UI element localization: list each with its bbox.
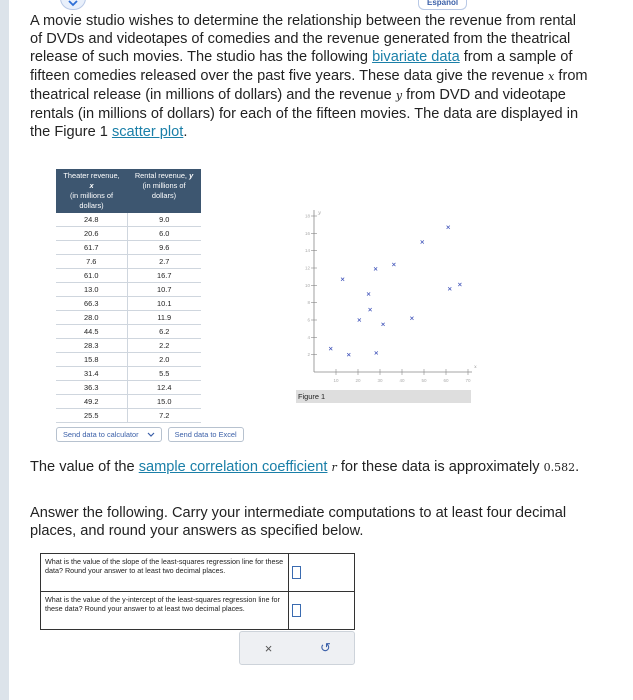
- rental-revenue-cell: 7.2: [127, 409, 201, 423]
- x-tick-label: 60: [443, 378, 449, 383]
- answer-instructions: Answer the following. Carry your intermediate computations to at least four decimal places, and round your answers as specified below.: [30, 505, 567, 540]
- intercept-answer-input[interactable]: [292, 604, 301, 617]
- data-point: [392, 263, 395, 266]
- intercept-question-row: [41, 591, 354, 629]
- table-row: [56, 367, 201, 381]
- rental-revenue-cell: 5.5: [127, 367, 201, 381]
- theater-revenue-header: Theater revenue, x (in millions of dollars): [56, 169, 127, 213]
- reset-button[interactable]: ↺: [320, 640, 331, 655]
- left-edge-bar: [0, 0, 9, 700]
- bivariate-data-link[interactable]: bivariate data: [372, 49, 460, 66]
- problem-statement: A movie studio wishes to determine the relationship between the revenue from rental of DVDs and videotapes of comedies and the revenue generated from the theatrical release of such movies. The studio has the following bivariate data from a sample of fifteen comedies released over the past five years. These data give the revenue x from theatrical release (in millions of dollars) and the revenue y from DVD and videotape rentals (in millions of dollars) for each of the fifteen movies. The data are displayed in the Figure 1 scatter plot.: [30, 13, 588, 141]
- data-point: [329, 347, 332, 350]
- data-point: [421, 240, 424, 243]
- theater-revenue-cell: 20.6: [56, 227, 127, 241]
- data-point: [369, 308, 372, 311]
- table-row: [56, 311, 201, 325]
- chevron-down-icon: [147, 432, 155, 437]
- table-row: [56, 409, 201, 423]
- scatter-plot-link[interactable]: scatter plot: [111, 124, 184, 141]
- table-row: [56, 297, 201, 311]
- rental-revenue-cell: 10.1: [127, 297, 201, 311]
- send-to-calculator-button[interactable]: Send data to calculator: [56, 427, 162, 442]
- theater-revenue-cell: 13.0: [56, 283, 127, 297]
- y-tick-label: 6: [307, 317, 310, 323]
- data-point: [458, 283, 461, 286]
- theater-revenue-cell: 15.8: [56, 353, 127, 367]
- chevron-down-icon: [68, 0, 78, 7]
- table-row: [56, 241, 201, 255]
- theater-revenue-cell: 61.7: [56, 241, 127, 255]
- x-tick-label: 20: [355, 378, 361, 383]
- table-row: [56, 255, 201, 269]
- collapse-toggle[interactable]: [60, 0, 86, 10]
- rental-revenue-cell: 15.0: [127, 395, 201, 409]
- table-row: [56, 213, 201, 227]
- table-row: [56, 325, 201, 339]
- rental-revenue-cell: 10.7: [127, 283, 201, 297]
- x-axis-label: x: [474, 364, 477, 370]
- question-table: [40, 553, 355, 630]
- rental-revenue-cell: 16.7: [127, 269, 201, 283]
- rental-revenue-cell: 6.0: [127, 227, 201, 241]
- answer-actions: [239, 631, 355, 665]
- data-point: [410, 317, 413, 320]
- y-tick-label: 10: [304, 282, 310, 288]
- theater-revenue-cell: 31.4: [56, 367, 127, 381]
- x-tick-label: 10: [333, 378, 339, 383]
- slope-question: What is the value of the slope of the least-squares regression line for these data? Round your answer to at least two decimal places.: [41, 554, 289, 591]
- rental-revenue-cell: 11.9: [127, 311, 201, 325]
- data-point: [358, 318, 361, 321]
- send-to-excel-button[interactable]: Send data to Excel: [168, 427, 244, 442]
- table-row: [56, 395, 201, 409]
- data-point: [381, 323, 384, 326]
- scatter-plot: [298, 205, 478, 385]
- slope-answer-input[interactable]: [292, 566, 301, 579]
- theater-revenue-cell: 7.6: [56, 255, 127, 269]
- table-row: [56, 269, 201, 283]
- x-tick-label: 70: [465, 378, 471, 383]
- rental-revenue-cell: 9.6: [127, 241, 201, 255]
- table-row: [56, 283, 201, 297]
- x-tick-label: 40: [399, 378, 405, 383]
- rental-revenue-cell: 2.7: [127, 255, 201, 269]
- y-tick-label: 14: [304, 248, 310, 254]
- data-point: [341, 278, 344, 281]
- table-row: [56, 353, 201, 367]
- table-row: [56, 381, 201, 395]
- theater-revenue-cell: 36.3: [56, 381, 127, 395]
- x-tick-label: 50: [421, 378, 427, 383]
- theater-revenue-cell: 28.3: [56, 339, 127, 353]
- y-tick-label: 18: [304, 213, 310, 219]
- y-tick-label: 2: [307, 352, 310, 358]
- theater-revenue-cell: 25.5: [56, 409, 127, 423]
- rental-revenue-cell: 12.4: [127, 381, 201, 395]
- correlation-statement: The value of the sample correlation coefficient r for these data is approximately 0.582.: [30, 459, 580, 475]
- rental-revenue-cell: 6.2: [127, 325, 201, 339]
- rental-revenue-cell: 9.0: [127, 213, 201, 227]
- theater-revenue-cell: 24.8: [56, 213, 127, 227]
- correlation-value: 0.582: [543, 461, 576, 474]
- y-tick-label: 16: [304, 230, 310, 236]
- y-axis-label: y: [318, 210, 321, 216]
- theater-revenue-cell: 66.3: [56, 297, 127, 311]
- intercept-question: What is the value of the y-intercept of the least-squares regression line for these data? Round your answer to at least two decimal places.: [41, 592, 289, 629]
- x-tick-label: 30: [377, 378, 383, 383]
- y-tick-label: 8: [307, 300, 310, 306]
- theater-revenue-cell: 44.5: [56, 325, 127, 339]
- data-table: [56, 169, 201, 423]
- language-link[interactable]: Español: [418, 0, 467, 10]
- clear-button[interactable]: ×: [264, 640, 273, 656]
- data-point: [367, 292, 370, 295]
- data-point: [374, 267, 377, 270]
- data-point: [448, 287, 451, 290]
- table-row: [56, 339, 201, 353]
- rental-revenue-cell: 2.2: [127, 339, 201, 353]
- data-point: [347, 353, 350, 356]
- theater-revenue-cell: 49.2: [56, 395, 127, 409]
- theater-revenue-cell: 61.0: [56, 269, 127, 283]
- send-buttons: [56, 427, 244, 442]
- slope-question-row: [41, 554, 354, 591]
- table-row: [56, 227, 201, 241]
- rental-revenue-header: Rental revenue, y (in millions of dollars): [127, 169, 201, 213]
- rental-revenue-cell: 2.0: [127, 353, 201, 367]
- data-point: [447, 226, 450, 229]
- theater-revenue-cell: 28.0: [56, 311, 127, 325]
- figure-caption: Figure 1: [296, 390, 471, 403]
- y-tick-label: 12: [304, 265, 310, 271]
- correlation-coefficient-link[interactable]: sample correlation coefficient: [138, 459, 328, 475]
- y-tick-label: 4: [307, 334, 310, 340]
- data-point: [375, 351, 378, 354]
